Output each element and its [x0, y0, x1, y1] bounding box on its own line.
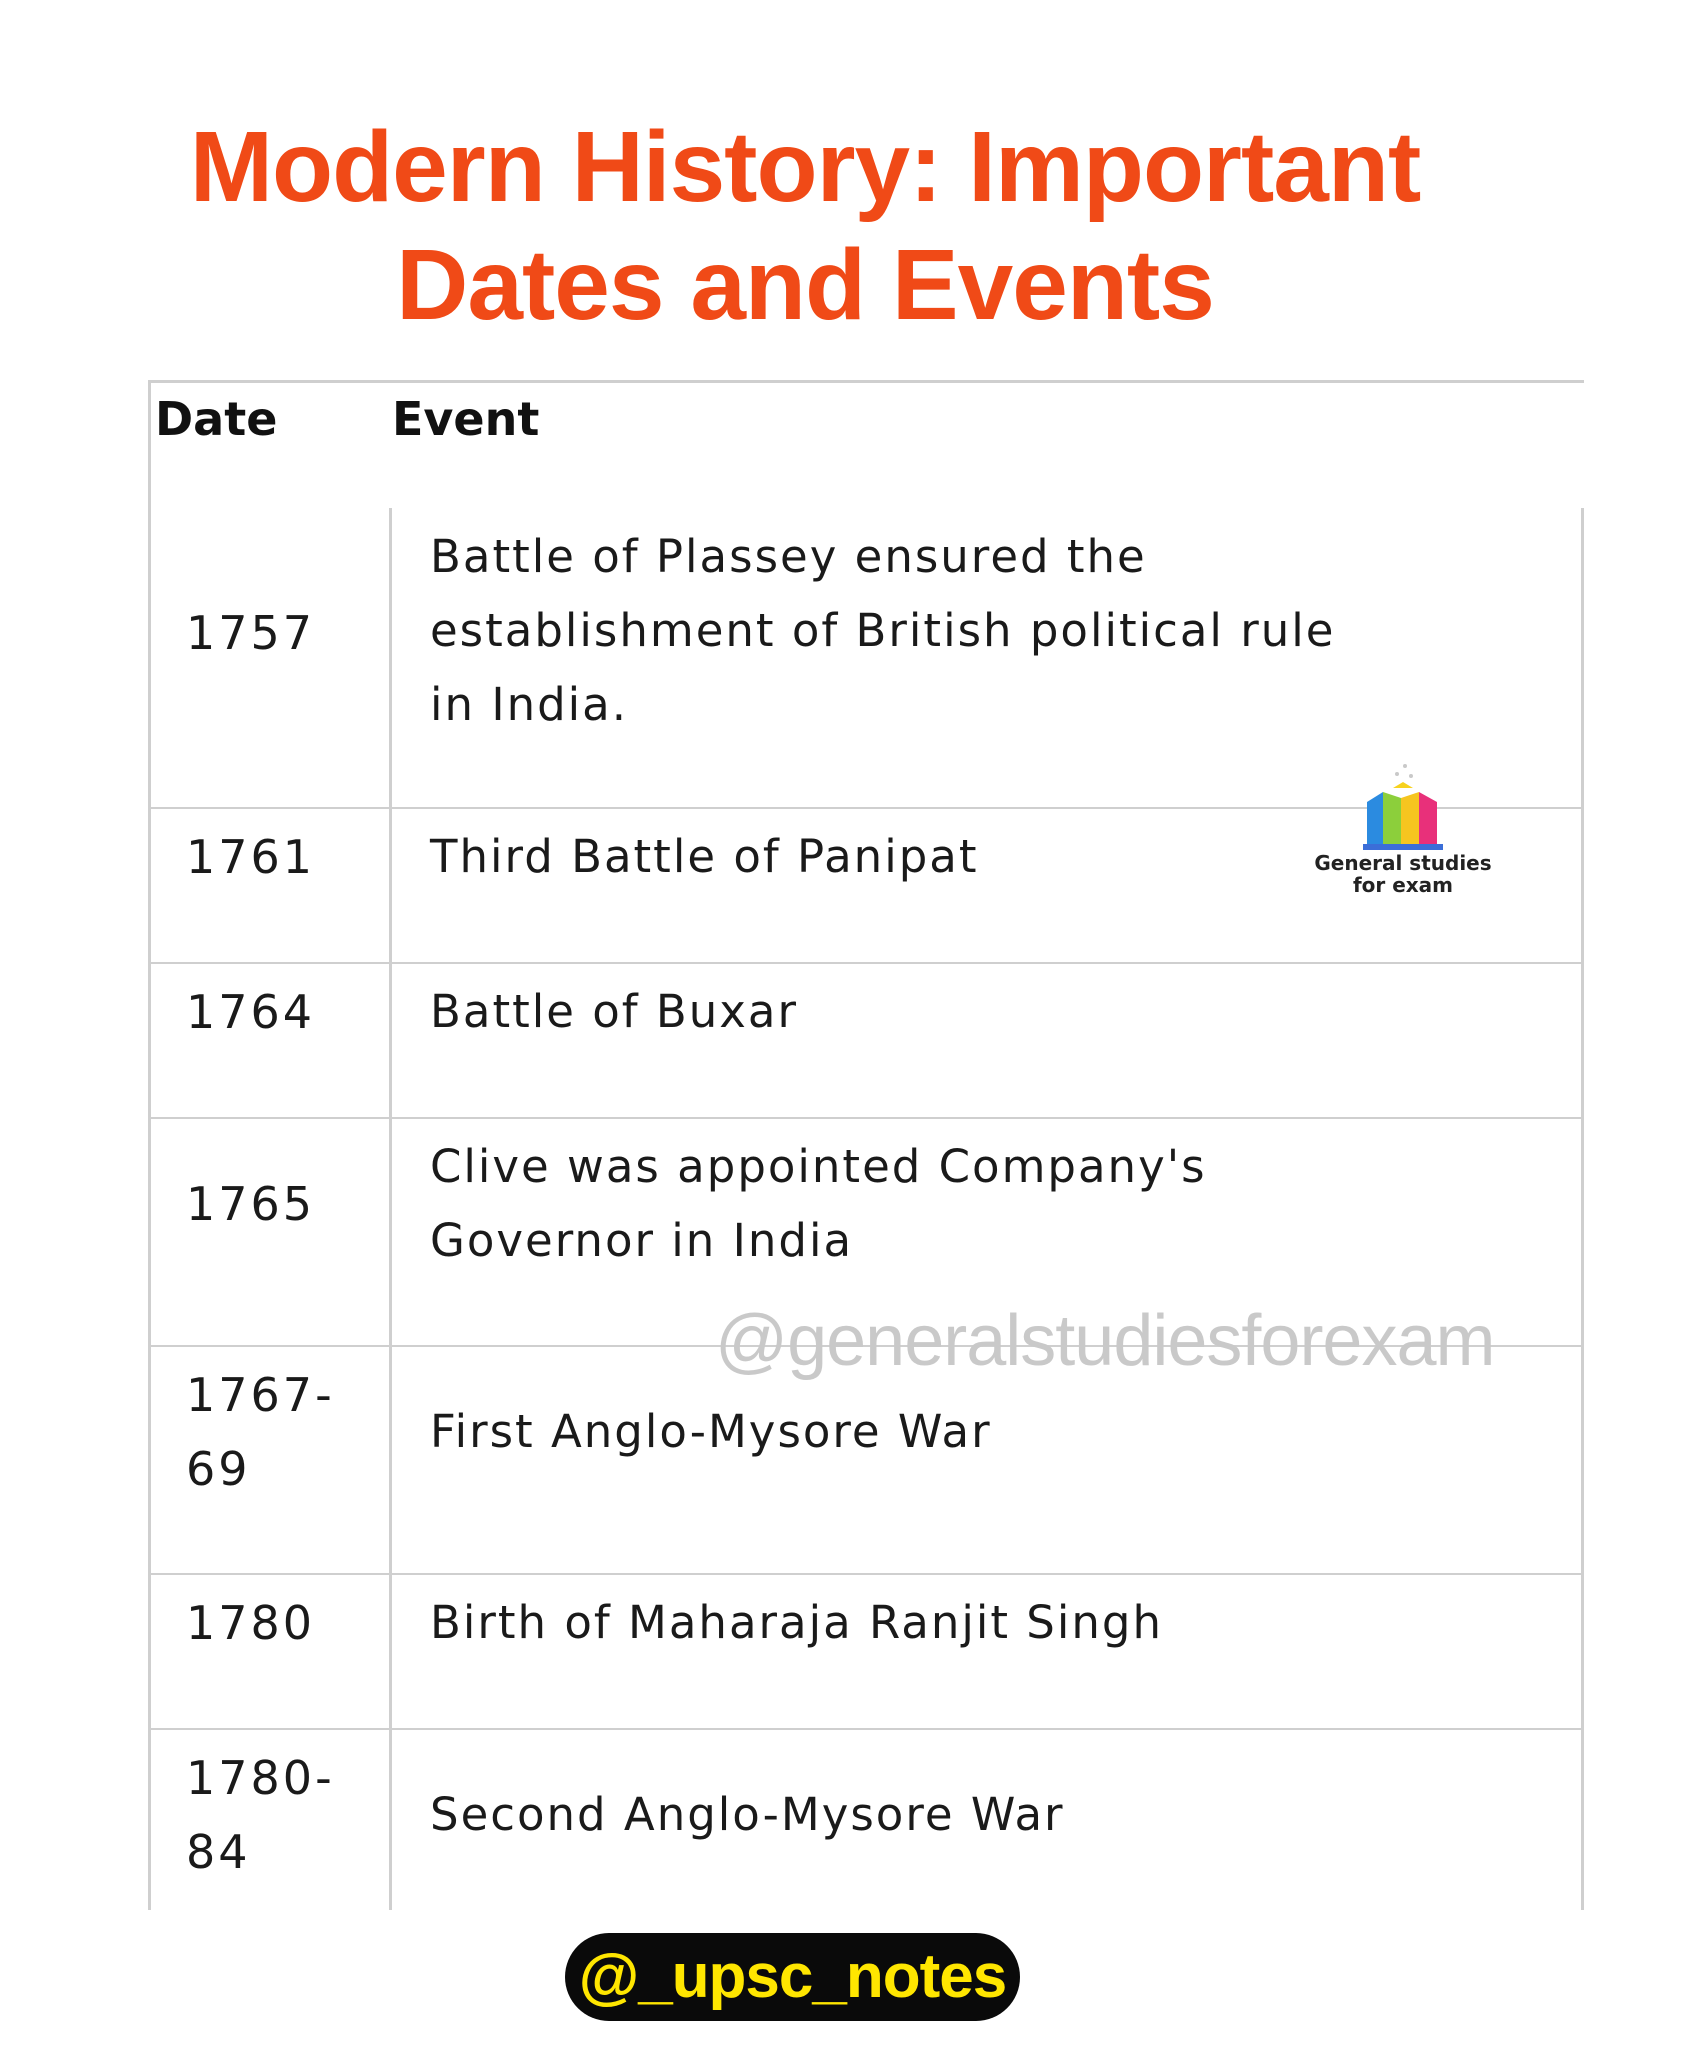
book-icon	[1353, 762, 1453, 852]
column-divider	[389, 508, 392, 1910]
event-cell	[430, 1130, 1550, 1278]
event-line: Battle of Buxar	[430, 985, 799, 1038]
title-line-1: Modern History: Important	[189, 111, 1421, 223]
date-cell	[186, 596, 315, 670]
event-line: First Anglo-Mysore War	[430, 1405, 992, 1458]
header-event: Event	[392, 392, 540, 446]
date-cell	[186, 975, 315, 1049]
date-line: 84	[186, 1825, 251, 1879]
date-cell	[186, 820, 315, 894]
date-line: 1757	[186, 606, 316, 660]
event-line: Clive was appointed Company's	[430, 1140, 1207, 1193]
table-right-border	[1581, 508, 1584, 1910]
event-line: Governor in India	[430, 1214, 854, 1267]
event-cell	[430, 1778, 1550, 1852]
row-divider	[151, 1117, 1581, 1119]
event-line: establishment of British political rule	[430, 604, 1336, 657]
event-line: Third Battle of Panipat	[430, 830, 979, 883]
date-cell	[186, 1586, 315, 1660]
table-left-border	[148, 380, 151, 1910]
page-title	[0, 108, 1610, 344]
title-line-2: Dates and Events	[396, 229, 1214, 341]
event-cell	[430, 1586, 1550, 1660]
row-divider	[151, 1573, 1581, 1575]
logo-line-1: General studies	[1314, 851, 1492, 875]
date-line: 1780	[186, 1596, 316, 1650]
event-line: Birth of Maharaja Ranjit Singh	[430, 1596, 1163, 1649]
event-line: Battle of Plassey ensured the	[430, 530, 1147, 583]
header-date: Date	[155, 392, 278, 446]
date-line: 1780-	[186, 1751, 335, 1805]
event-cell	[430, 520, 1550, 742]
date-line: 1761	[186, 830, 316, 884]
date-line: 1765	[186, 1177, 316, 1231]
social-handle: @_upsc_notes	[565, 1933, 1020, 2021]
row-divider	[151, 1728, 1581, 1730]
row-divider	[151, 962, 1581, 964]
event-line: Second Anglo-Mysore War	[430, 1788, 1065, 1841]
event-line: in India.	[430, 678, 629, 731]
logo-line-2: for exam	[1352, 873, 1454, 897]
brand-logo	[1308, 762, 1498, 897]
event-cell	[430, 1395, 1550, 1469]
date-cell	[186, 1358, 335, 1506]
date-line: 1764	[186, 985, 316, 1039]
event-cell	[430, 975, 1550, 1049]
table-top-border	[148, 380, 1584, 383]
date-line: 1767-	[186, 1368, 335, 1422]
date-line: 69	[186, 1442, 251, 1496]
watermark-text: @generalstudiesforexam	[715, 1301, 1495, 1381]
date-cell	[186, 1741, 335, 1889]
date-cell	[186, 1167, 315, 1241]
